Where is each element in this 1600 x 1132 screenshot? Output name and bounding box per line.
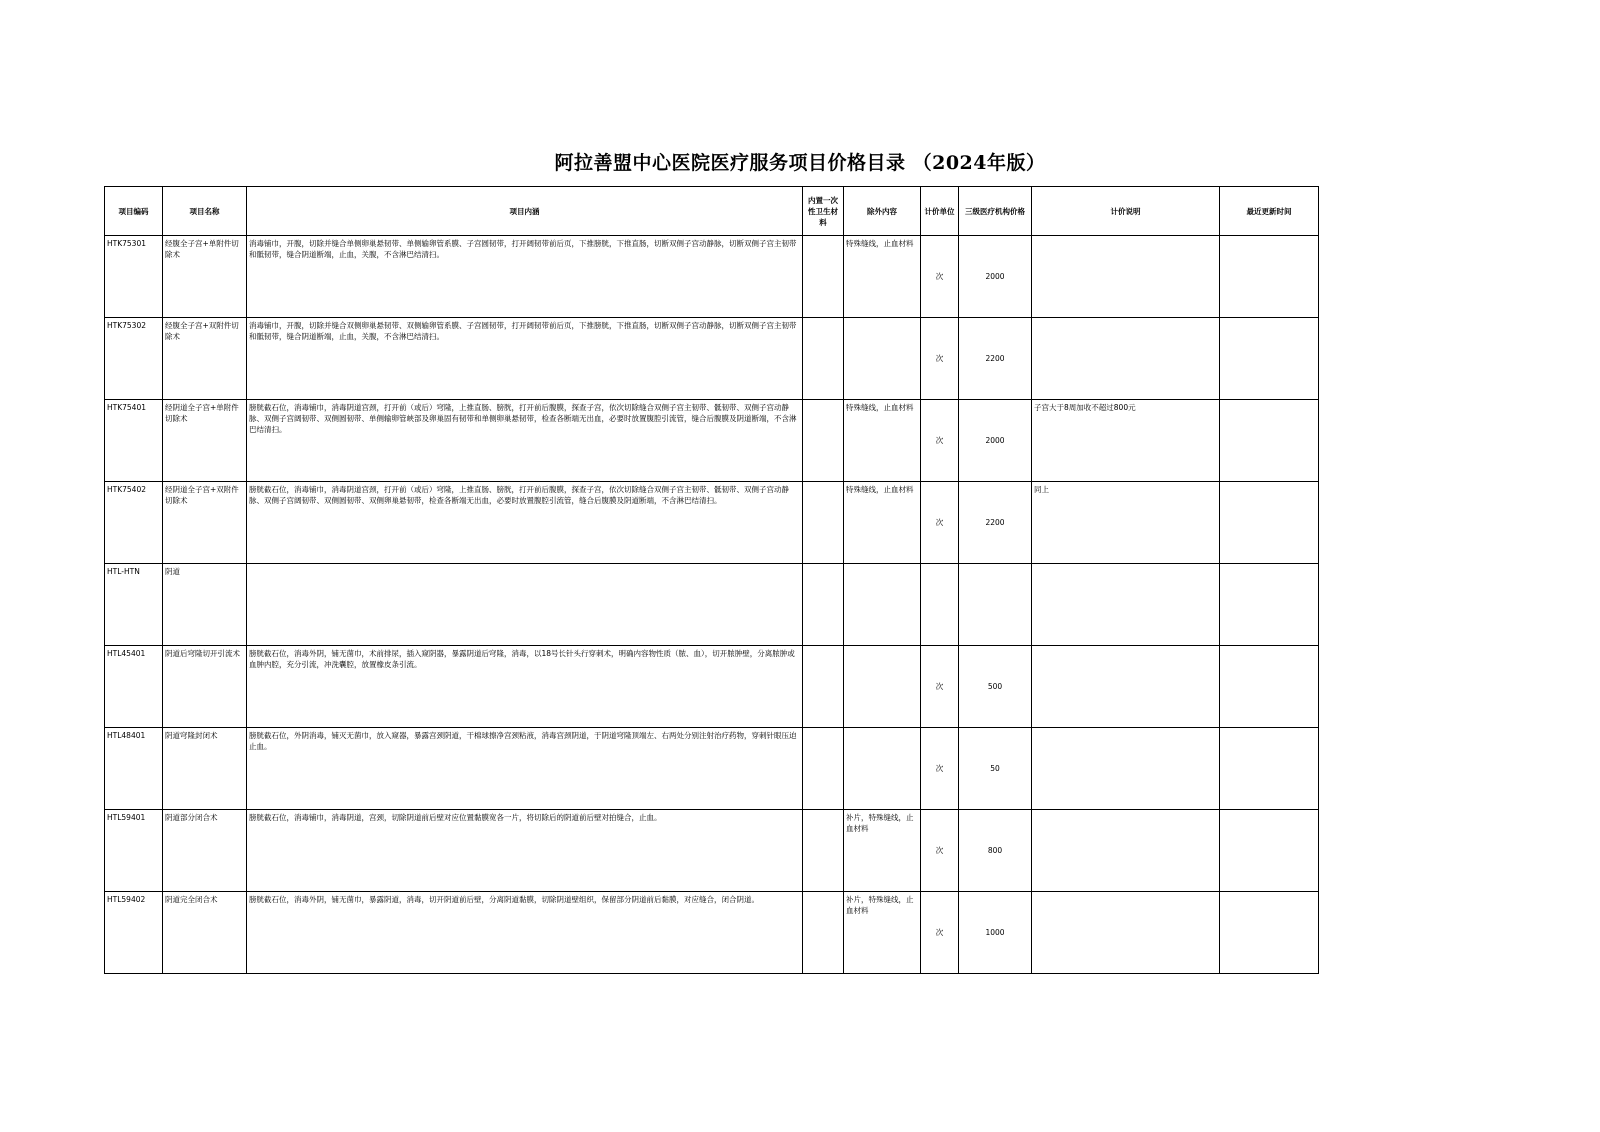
cell-price: 2000: [959, 400, 1032, 482]
cell-code: HTK75402: [105, 482, 163, 564]
table-row: [105, 482, 1319, 564]
cell-except: [844, 564, 921, 646]
cell-material: [803, 482, 844, 564]
cell-price: 1000: [959, 892, 1032, 974]
cell-name: 阴道后穹隆切开引流术: [163, 646, 247, 728]
cell-except: 特殊缝线，止血材料: [844, 236, 921, 318]
cell-except: 特殊缝线，止血材料: [844, 482, 921, 564]
cell-update: [1220, 728, 1319, 810]
header-unit: 计价单位: [921, 187, 959, 236]
cell-unit: 次: [921, 318, 959, 400]
cell-unit: 次: [921, 646, 959, 728]
cell-update: [1220, 482, 1319, 564]
cell-code: HTL59401: [105, 810, 163, 892]
cell-unit: 次: [921, 892, 959, 974]
cell-note: [1032, 728, 1220, 810]
header-note: 计价说明: [1032, 187, 1220, 236]
cell-unit: 次: [921, 400, 959, 482]
cell-update: [1220, 236, 1319, 318]
cell-except: [844, 318, 921, 400]
price-table: [104, 186, 1319, 974]
cell-price: 2200: [959, 318, 1032, 400]
cell-price: 500: [959, 646, 1032, 728]
cell-name: 阴道部分闭合术: [163, 810, 247, 892]
cell-unit: 次: [921, 482, 959, 564]
table-row: [105, 646, 1319, 728]
cell-update: [1220, 892, 1319, 974]
document-title: 阿拉善盟中心医院医疗服务项目价格目录 （2024年版）: [554, 152, 1046, 174]
header-code: 项目编码: [105, 187, 163, 236]
cell-note: [1032, 564, 1220, 646]
header-price: 三级医疗机构价格: [959, 187, 1032, 236]
cell-content: 膀胱截石位，消毒铺巾，消毒阴道宫颈，打开前（或后）穹隆，上推直肠、膀胱，打开前后腹膜，探查子宫，依次切除缝合双侧子宫主韧带、骶韧带、双侧子宫动静脉、双侧子宫阔韧带、双侧圆韧带、双侧卵巢悬韧带，检查各断端无出血，必要时放置腹腔引流管，缝合后腹膜及阴道断端，不含淋巴结清扫。: [247, 482, 803, 564]
cell-unit: 次: [921, 236, 959, 318]
cell-material: [803, 400, 844, 482]
cell-material: [803, 564, 844, 646]
cell-code: HTL-HTN: [105, 564, 163, 646]
cell-name: 经阴道全子宫+双附件切除术: [163, 482, 247, 564]
cell-name: 经阴道全子宫+单附件切除术: [163, 400, 247, 482]
cell-unit: 次: [921, 728, 959, 810]
cell-content: 膀胱截石位，消毒外阴，铺无菌巾，暴露阴道，消毒，切开阴道前后壁，分离阴道黏膜，切除阴道壁组织，保留部分阴道前后黏膜，对应缝合，闭合阴道。: [247, 892, 803, 974]
header-content: 项目内涵: [247, 187, 803, 236]
cell-unit: 次: [921, 810, 959, 892]
cell-unit: [921, 564, 959, 646]
cell-content: 膀胱截石位，消毒铺巾，消毒阴道，宫颈，切除阴道前后壁对应位置黏膜宽各一片，将切除后的阴道前后壁对拍缝合，止血。: [247, 810, 803, 892]
cell-except: [844, 646, 921, 728]
header-except: 除外内容: [844, 187, 921, 236]
cell-note: 同上: [1032, 482, 1220, 564]
cell-price: 2200: [959, 482, 1032, 564]
header-material: 内置一次性卫生材料: [803, 187, 844, 236]
cell-content: 膀胱截石位，消毒外阴，铺无菌巾，术前排尿，插入窥阴器，暴露阴道后穹隆，消毒，以18号长针头行穿刺术，明确内容物性质（脓、血），切开脓肿壁，分离脓肿或血肿内腔，充分引流，冲洗囊腔，放置橡皮条引流。: [247, 646, 803, 728]
cell-code: HTL45401: [105, 646, 163, 728]
cell-price: 50: [959, 728, 1032, 810]
cell-content: 消毒铺巾，开腹，切除并缝合单侧卵巢悬韧带、单侧输卵管系膜、子宫圆韧带，打开阔韧带前后页，下推膀胱，下推直肠，切断双侧子宫动静脉，切断双侧子宫主韧带和骶韧带，缝合阴道断端，止血，关腹，不含淋巴结清扫。: [247, 236, 803, 318]
cell-update: [1220, 318, 1319, 400]
cell-except: [844, 728, 921, 810]
cell-material: [803, 236, 844, 318]
cell-except: 特殊缝线，止血材料: [844, 400, 921, 482]
cell-name: 经腹全子宫+单附件切除术: [163, 236, 247, 318]
cell-update: [1220, 810, 1319, 892]
table-row: [105, 810, 1319, 892]
header-update: 最近更新时间: [1220, 187, 1319, 236]
cell-material: [803, 318, 844, 400]
cell-name: 阴道: [163, 564, 247, 646]
cell-code: HTK75301: [105, 236, 163, 318]
cell-code: HTK75302: [105, 318, 163, 400]
cell-update: [1220, 646, 1319, 728]
cell-code: HTL59402: [105, 892, 163, 974]
cell-note: [1032, 318, 1220, 400]
cell-note: [1032, 892, 1220, 974]
cell-note: 子宫大于8周加收不超过800元: [1032, 400, 1220, 482]
cell-material: [803, 728, 844, 810]
cell-price: 800: [959, 810, 1032, 892]
cell-material: [803, 646, 844, 728]
cell-name: 阴道完全闭合术: [163, 892, 247, 974]
cell-price: 2000: [959, 236, 1032, 318]
table-row: [105, 564, 1319, 646]
cell-code: HTK75401: [105, 400, 163, 482]
cell-note: [1032, 236, 1220, 318]
table-row: [105, 892, 1319, 974]
cell-content: 膀胱截石位，消毒铺巾，消毒阴道宫颈，打开前（或后）穹隆，上推直肠、膀胱，打开前后腹膜，探查子宫，依次切除缝合双侧子宫主韧带、骶韧带、双侧子宫动静脉、双侧子宫阔韧带、双侧圆韧带、单侧输卵管峡部及卵巢固有韧带和单侧卵巢悬韧带，检查各断端无出血，必要时放置腹腔引流管，缝合后腹膜及阴道断端，不含淋巴结清扫。: [247, 400, 803, 482]
cell-content: 消毒铺巾，开腹，切除并缝合双侧卵巢悬韧带、双侧输卵管系膜、子宫圆韧带，打开阔韧带前后页，下推膀胱，下推直肠，切断双侧子宫动静脉，切断双侧子宫主韧带和骶韧带，缝合阴道断端，止血，关腹，不含淋巴结清扫。: [247, 318, 803, 400]
cell-content: [247, 564, 803, 646]
cell-except: 补片，特殊缝线，止血材料: [844, 892, 921, 974]
cell-code: HTL48401: [105, 728, 163, 810]
cell-except: 补片，特殊缝线，止血材料: [844, 810, 921, 892]
cell-name: 阴道穹隆封闭术: [163, 728, 247, 810]
table-row: [105, 318, 1319, 400]
cell-material: [803, 810, 844, 892]
cell-price: [959, 564, 1032, 646]
cell-note: [1032, 646, 1220, 728]
cell-update: [1220, 400, 1319, 482]
cell-note: [1032, 810, 1220, 892]
cell-material: [803, 892, 844, 974]
table-header-row: [105, 187, 1319, 236]
table-row: [105, 400, 1319, 482]
table-row: [105, 728, 1319, 810]
cell-name: 经腹全子宫+双附件切除术: [163, 318, 247, 400]
table-row: [105, 236, 1319, 318]
header-name: 项目名称: [163, 187, 247, 236]
cell-update: [1220, 564, 1319, 646]
cell-content: 膀胱截石位，外阴消毒，铺灭无菌巾，放入窥器，暴露宫颈阴道，干棉球擦净宫颈粘液，消毒宫颈阴道，于阴道穹隆顶端左、右两处分别注射治疗药物，穿刺针眼压迫止血。: [247, 728, 803, 810]
